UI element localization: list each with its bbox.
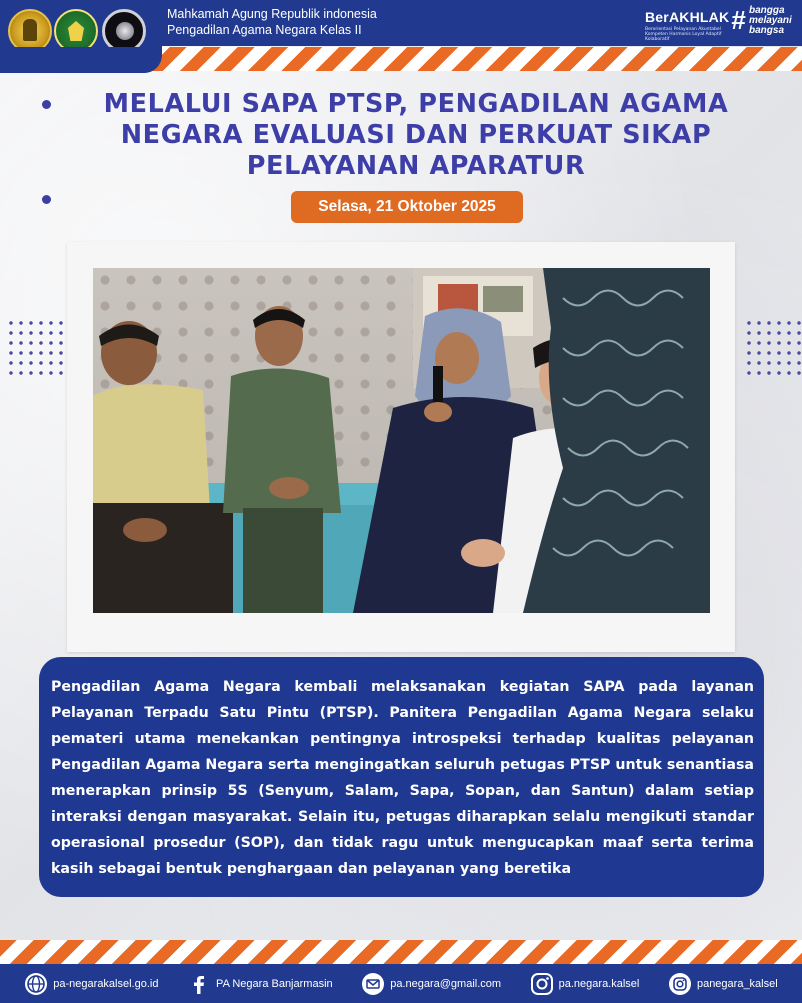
footer-instagram-2-label: panegara_kalsel (696, 977, 778, 990)
decorative-dots (6, 318, 66, 378)
organization-name (167, 6, 377, 38)
bullet-dot (42, 195, 51, 204)
photo-illustration (93, 268, 710, 613)
date-badge: Selasa, 21 Oktober 2025 (291, 191, 523, 223)
berakhlak-logo (645, 6, 795, 40)
berakhlak-title: BerAKHLAK (645, 9, 730, 25)
footer-instagram-1[interactable] (530, 972, 640, 996)
tagline-word: bangsa (749, 25, 785, 36)
globe-icon (24, 972, 48, 996)
footer-facebook[interactable] (187, 972, 333, 996)
tagline-word: melayani (749, 15, 792, 26)
bullet-dot (42, 100, 51, 109)
bottom-hazard-stripe (0, 940, 802, 964)
headline-line-2: NEGARA EVALUASI DAN PERKUAT SIKAP (120, 120, 712, 150)
decorative-dots (744, 318, 802, 378)
sapa-ptsp-discussion-photo (93, 268, 710, 613)
footer-facebook-label: PA Negara Banjarmasin (216, 977, 333, 990)
footer-website-label: pa-negarakalsel.go.id (53, 977, 159, 990)
instagram-icon (668, 972, 692, 996)
footer-website[interactable] (24, 972, 158, 996)
org-line-1: Mahkamah Agung Republik indonesia (167, 7, 377, 21)
top-hazard-stripe (0, 47, 802, 71)
headline-line-3: PELAYANAN APARATUR (246, 151, 586, 181)
footer-contacts (0, 964, 802, 1003)
org-line-2: Pengadilan Agama Negara Kelas II (167, 23, 362, 37)
footer-instagram-1-label: pa.negara.kalsel (558, 977, 640, 990)
email-icon (361, 972, 385, 996)
footer-email[interactable] (361, 972, 501, 996)
instagram-icon (530, 972, 554, 996)
tagline-word: bangga (749, 5, 785, 16)
footer-instagram-2[interactable] (668, 972, 778, 996)
article-body-text: Pengadilan Agama Negara kembali melaksanakan kegiatan SAPA pada layanan Pelayanan Terpadu Satu Pintu (PTSP). Panitera Pengadilan Agama Negara selaku pemateri utama menekankan pentingnya introspeksi terhadap kualitas pelayanan Pengadilan Agama Negara serta mengingatkan seluruh petugas PTSP untuk senantiasa menerapkan prinsip 5S (Senyum, Salam, Sapa, Sopan, dan Santun) dalam setiap interaksi dengan masyarakat. Selain itu, petugas diharapkan selalu mengikuti standar operasional prosedur (SOP), dan tidak ragu untuk mengucapkan maaf serta terima kasih sebagai bentuk penghargaan dan pelayanan yang beretika (51, 679, 754, 877)
hashtag-icon: # (731, 5, 746, 35)
footer-email-label: pa.negara@gmail.com (390, 977, 502, 990)
headline (60, 89, 772, 182)
headline-line-1: MELALUI SAPA PTSP, PENGADILAN AGAMA (103, 89, 729, 119)
bangga-melayani-bangsa (749, 6, 792, 36)
facebook-icon (187, 972, 211, 996)
article-body-box (39, 657, 764, 897)
berakhlak-subtitle: Berorientasi Pelayanan Akuntabel Kompeten Harmonis Loyal Adaptif Kolaboratif (645, 27, 722, 42)
